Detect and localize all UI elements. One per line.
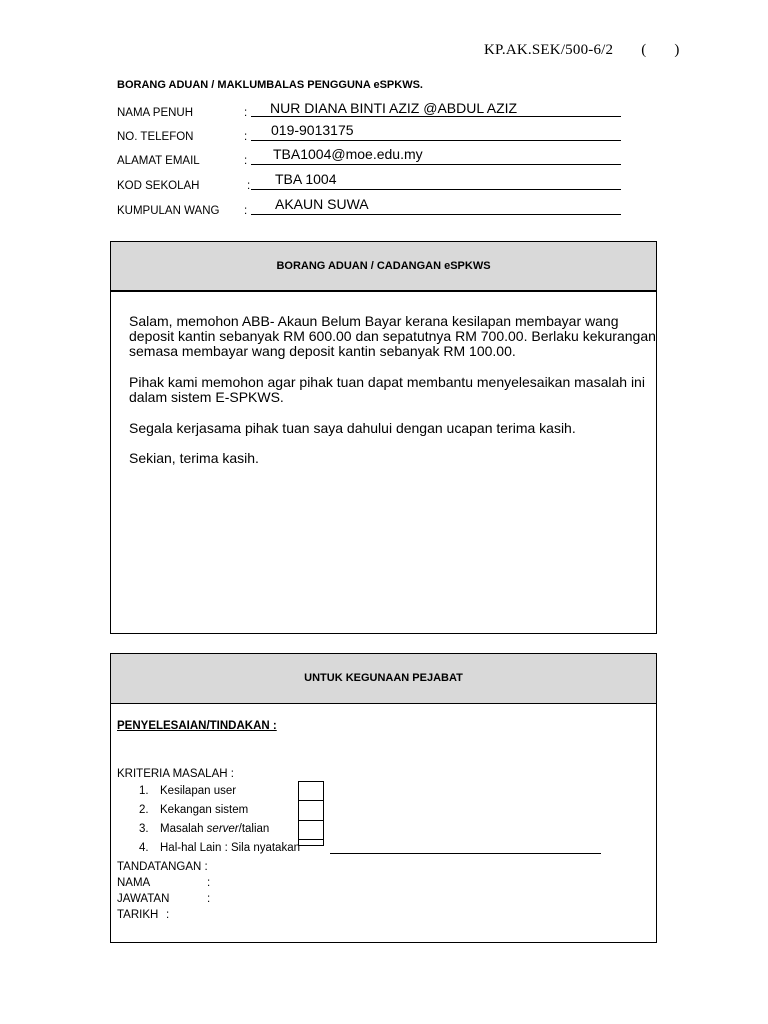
criteria-item-other: Hal-hal Lain : Sila nyatakan bbox=[160, 842, 300, 854]
criteria-item-system-constraint: Kekangan sistem bbox=[160, 804, 249, 816]
criteria-checkbox-4[interactable] bbox=[298, 839, 324, 846]
criteria-number: 1. bbox=[139, 785, 149, 797]
criteria-number: 4. bbox=[139, 842, 149, 854]
date-label: TARIKH bbox=[117, 909, 159, 921]
field-value[interactable]: 019-9013175 bbox=[271, 122, 354, 138]
field-full-name: NAMA PENUH : NUR DIANA BINTI AZIZ @ABDUL AZIZ bbox=[117, 99, 627, 119]
field-underline bbox=[251, 164, 621, 165]
field-label: KUMPULAN WANG bbox=[117, 205, 220, 217]
field-underline bbox=[251, 189, 621, 190]
field-label: NAMA PENUH bbox=[117, 107, 194, 119]
field-value[interactable]: TBA 1004 bbox=[275, 171, 337, 187]
field-phone: NO. TELEFON : 019-9013175 bbox=[117, 123, 627, 143]
name-label: NAMA bbox=[117, 877, 151, 889]
signature-label: TANDATANGAN : bbox=[117, 861, 208, 873]
name-colon: : bbox=[207, 877, 211, 889]
resolution-label: PENYELESAIAN/TINDAKAN : bbox=[117, 720, 277, 732]
complaint-paragraph: Salam, memohon ABB- Akaun Belum Bayar kerana kesilapan membayar wang deposit kantin sebanyak RM 600.00 dan sepatutnya RM 700.00. Berlaku kekurangan semasa membayar wang deposit kantin sebanyak RM 100.00. bbox=[129, 313, 656, 359]
field-underline bbox=[251, 140, 621, 141]
field-label: KOD SEKOLAH bbox=[117, 180, 200, 192]
field-school-code: KOD SEKOLAH : TBA 1004 bbox=[117, 172, 627, 192]
criteria-checkbox-3[interactable] bbox=[298, 820, 324, 840]
complaint-header-box bbox=[110, 241, 657, 291]
field-fund-group: KUMPULAN WANG : AKAUN SUWA bbox=[117, 197, 627, 217]
reference-code: KP.AK.SEK/500-6/2 bbox=[484, 42, 614, 58]
field-label: NO. TELEFON bbox=[117, 131, 194, 143]
criteria-checkbox-2[interactable] bbox=[298, 800, 324, 821]
office-heading: UNTUK KEGUNAAN PEJABAT bbox=[111, 654, 656, 704]
field-underline bbox=[251, 116, 621, 117]
field-underline bbox=[251, 214, 621, 215]
field-email: ALAMAT EMAIL : TBA1004@moe.edu.my bbox=[117, 147, 627, 167]
complaint-body-box[interactable] bbox=[110, 291, 657, 634]
criteria-label: KRITERIA MASALAH : bbox=[117, 768, 234, 780]
other-specify-line[interactable] bbox=[330, 853, 601, 854]
field-value[interactable]: NUR DIANA BINTI AZIZ @ABDUL AZIZ bbox=[270, 100, 518, 116]
field-value[interactable]: TBA1004@moe.edu.my bbox=[273, 146, 423, 162]
criteria-item-user-error: Kesilapan user bbox=[160, 785, 237, 797]
reference-number bbox=[484, 42, 680, 59]
criteria-number: 2. bbox=[139, 804, 149, 816]
reference-paren-open: ( bbox=[641, 42, 647, 58]
position-label: JAWATAN bbox=[117, 893, 170, 905]
criteria-item-server-line: Masalah server/talian bbox=[160, 823, 270, 835]
field-label: ALAMAT EMAIL bbox=[117, 155, 200, 167]
date-colon: : bbox=[166, 909, 170, 921]
criteria-checkbox-1[interactable] bbox=[298, 781, 324, 801]
form-title: BORANG ADUAN / MAKLUMBALAS PENGGUNA eSPKWS. bbox=[117, 79, 423, 91]
criteria-number: 3. bbox=[139, 823, 149, 835]
complaint-paragraph: Pihak kami memohon agar pihak tuan dapat membantu menyelesaikan masalah ini dalam sistem E-SPKWS. bbox=[129, 374, 645, 405]
office-use-box bbox=[110, 653, 657, 943]
reference-paren-close: ) bbox=[674, 42, 680, 58]
complaint-paragraph: Segala kerjasama pihak tuan saya dahului dengan ucapan terima kasih. bbox=[129, 420, 576, 436]
field-value[interactable]: AKAUN SUWA bbox=[275, 196, 369, 212]
position-colon: : bbox=[207, 893, 211, 905]
complaint-paragraph: Sekian, terima kasih. bbox=[129, 450, 259, 466]
complaint-heading: BORANG ADUAN / CADANGAN eSPKWS bbox=[111, 242, 656, 290]
